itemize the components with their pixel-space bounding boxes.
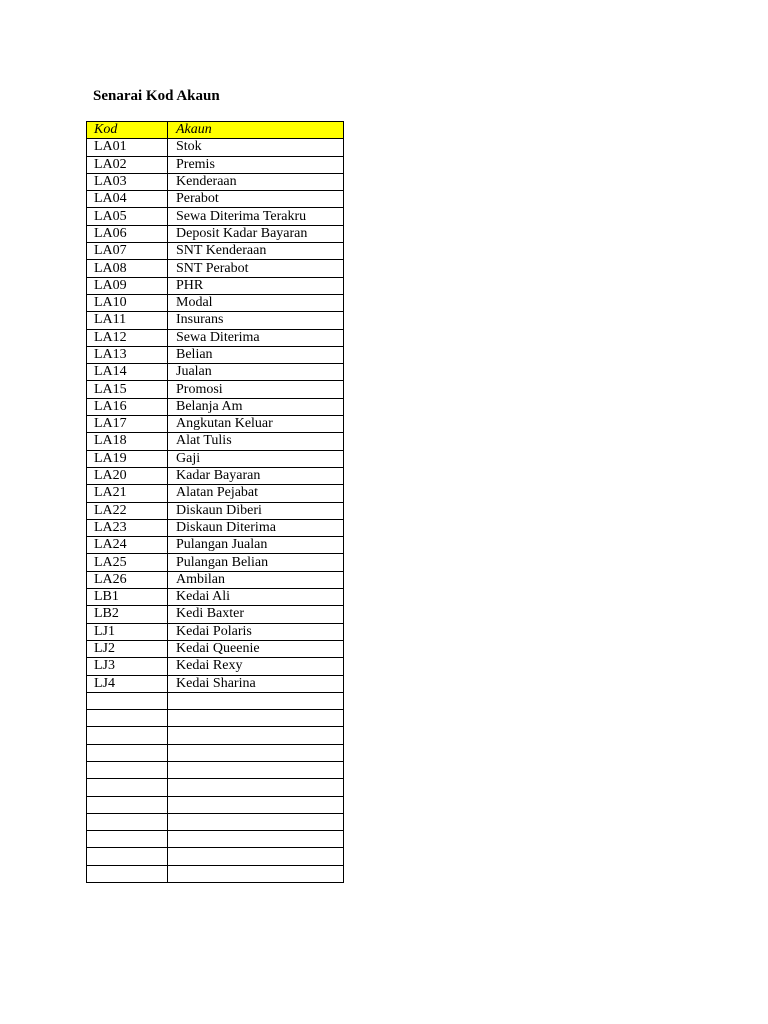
table-row <box>87 450 344 467</box>
cell-kod: LA12 <box>87 329 168 346</box>
cell-kod: LJ2 <box>87 640 168 657</box>
cell-kod <box>87 831 168 848</box>
cell-akaun: Modal <box>168 294 344 311</box>
cell-akaun: Kedai Polaris <box>168 623 344 640</box>
table-row <box>87 139 344 156</box>
cell-akaun: Kedi Baxter <box>168 606 344 623</box>
cell-kod <box>87 865 168 882</box>
cell-kod: LA15 <box>87 381 168 398</box>
cell-akaun: Ambilan <box>168 571 344 588</box>
table-row <box>87 294 344 311</box>
cell-akaun: SNT Kenderaan <box>168 243 344 260</box>
table-row <box>87 381 344 398</box>
cell-akaun <box>168 831 344 848</box>
cell-kod: LJ3 <box>87 658 168 675</box>
cell-akaun: Kedai Queenie <box>168 640 344 657</box>
cell-kod: LA17 <box>87 416 168 433</box>
cell-kod: LA01 <box>87 139 168 156</box>
cell-kod <box>87 779 168 796</box>
table-row <box>87 589 344 606</box>
table-row <box>87 467 344 484</box>
table-row <box>87 744 344 761</box>
cell-akaun: Kedai Rexy <box>168 658 344 675</box>
cell-akaun: Sewa Diterima <box>168 329 344 346</box>
cell-kod: LA25 <box>87 554 168 571</box>
cell-kod <box>87 727 168 744</box>
table-row <box>87 398 344 415</box>
table-row <box>87 710 344 727</box>
cell-akaun: Gaji <box>168 450 344 467</box>
cell-kod: LJ4 <box>87 675 168 692</box>
cell-akaun: Alat Tulis <box>168 433 344 450</box>
table-row <box>87 225 344 242</box>
cell-kod <box>87 848 168 865</box>
cell-kod: LA26 <box>87 571 168 588</box>
cell-kod: LA05 <box>87 208 168 225</box>
cell-kod: LA22 <box>87 502 168 519</box>
cell-akaun: PHR <box>168 277 344 294</box>
cell-akaun <box>168 813 344 830</box>
cell-akaun: Alatan Pejabat <box>168 485 344 502</box>
cell-akaun <box>168 744 344 761</box>
cell-akaun: Kedai Ali <box>168 589 344 606</box>
table-row <box>87 260 344 277</box>
table-row <box>87 779 344 796</box>
cell-kod: LA11 <box>87 312 168 329</box>
cell-kod: LA06 <box>87 225 168 242</box>
table-row <box>87 796 344 813</box>
table-row <box>87 519 344 536</box>
cell-akaun: Kenderaan <box>168 173 344 190</box>
table-row <box>87 571 344 588</box>
table-row <box>87 813 344 830</box>
table-row <box>87 346 344 363</box>
table-row <box>87 243 344 260</box>
cell-kod: LA14 <box>87 364 168 381</box>
table-row <box>87 329 344 346</box>
table-row <box>87 692 344 709</box>
table-row <box>87 502 344 519</box>
cell-kod: LA21 <box>87 485 168 502</box>
column-header-kod: Kod <box>87 122 168 139</box>
cell-kod: LA16 <box>87 398 168 415</box>
cell-akaun: Jualan <box>168 364 344 381</box>
table-row <box>87 761 344 778</box>
cell-akaun: Belian <box>168 346 344 363</box>
cell-akaun: Angkutan Keluar <box>168 416 344 433</box>
table-row <box>87 485 344 502</box>
table-row <box>87 191 344 208</box>
cell-kod: LA24 <box>87 537 168 554</box>
cell-kod: LA20 <box>87 467 168 484</box>
cell-akaun: Diskaun Diterima <box>168 519 344 536</box>
cell-kod <box>87 710 168 727</box>
cell-akaun <box>168 692 344 709</box>
cell-akaun: Kedai Sharina <box>168 675 344 692</box>
cell-kod: LA07 <box>87 243 168 260</box>
table-row <box>87 537 344 554</box>
cell-kod: LA13 <box>87 346 168 363</box>
table-row <box>87 831 344 848</box>
column-header-akaun: Akaun <box>168 122 344 139</box>
cell-akaun: Perabot <box>168 191 344 208</box>
cell-akaun: Premis <box>168 156 344 173</box>
table-row <box>87 865 344 882</box>
table-row <box>87 156 344 173</box>
table-row <box>87 727 344 744</box>
cell-akaun <box>168 727 344 744</box>
cell-kod: LA02 <box>87 156 168 173</box>
table-row <box>87 173 344 190</box>
cell-akaun: Stok <box>168 139 344 156</box>
cell-kod: LA09 <box>87 277 168 294</box>
account-code-table <box>86 121 344 883</box>
table-row <box>87 848 344 865</box>
cell-akaun: Belanja Am <box>168 398 344 415</box>
cell-kod: LA03 <box>87 173 168 190</box>
cell-akaun: Pulangan Belian <box>168 554 344 571</box>
cell-kod <box>87 692 168 709</box>
cell-kod: LA08 <box>87 260 168 277</box>
table-row <box>87 623 344 640</box>
cell-akaun: Diskaun Diberi <box>168 502 344 519</box>
table-row <box>87 312 344 329</box>
table-row <box>87 554 344 571</box>
cell-akaun: Kadar Bayaran <box>168 467 344 484</box>
cell-kod <box>87 744 168 761</box>
table-row <box>87 658 344 675</box>
cell-akaun <box>168 796 344 813</box>
table-row <box>87 606 344 623</box>
cell-akaun <box>168 710 344 727</box>
cell-kod: LA23 <box>87 519 168 536</box>
cell-akaun <box>168 779 344 796</box>
table-row <box>87 640 344 657</box>
cell-kod: LB1 <box>87 589 168 606</box>
table-row <box>87 675 344 692</box>
cell-kod <box>87 761 168 778</box>
cell-kod: LA10 <box>87 294 168 311</box>
cell-kod: LB2 <box>87 606 168 623</box>
table-body <box>87 139 344 883</box>
cell-akaun: Promosi <box>168 381 344 398</box>
cell-akaun: Insurans <box>168 312 344 329</box>
cell-akaun: Pulangan Jualan <box>168 537 344 554</box>
cell-akaun <box>168 848 344 865</box>
cell-akaun: Deposit Kadar Bayaran <box>168 225 344 242</box>
table-row <box>87 433 344 450</box>
cell-kod: LJ1 <box>87 623 168 640</box>
table-header-row <box>87 122 344 139</box>
cell-kod: LA18 <box>87 433 168 450</box>
cell-akaun <box>168 761 344 778</box>
cell-akaun: Sewa Diterima Terakru <box>168 208 344 225</box>
cell-kod <box>87 813 168 830</box>
table-row <box>87 364 344 381</box>
cell-kod <box>87 796 168 813</box>
table-row <box>87 416 344 433</box>
cell-kod: LA19 <box>87 450 168 467</box>
cell-akaun: SNT Perabot <box>168 260 344 277</box>
page-title: Senarai Kod Akaun <box>93 88 220 104</box>
table-row <box>87 277 344 294</box>
table-row <box>87 208 344 225</box>
cell-akaun <box>168 865 344 882</box>
cell-kod: LA04 <box>87 191 168 208</box>
